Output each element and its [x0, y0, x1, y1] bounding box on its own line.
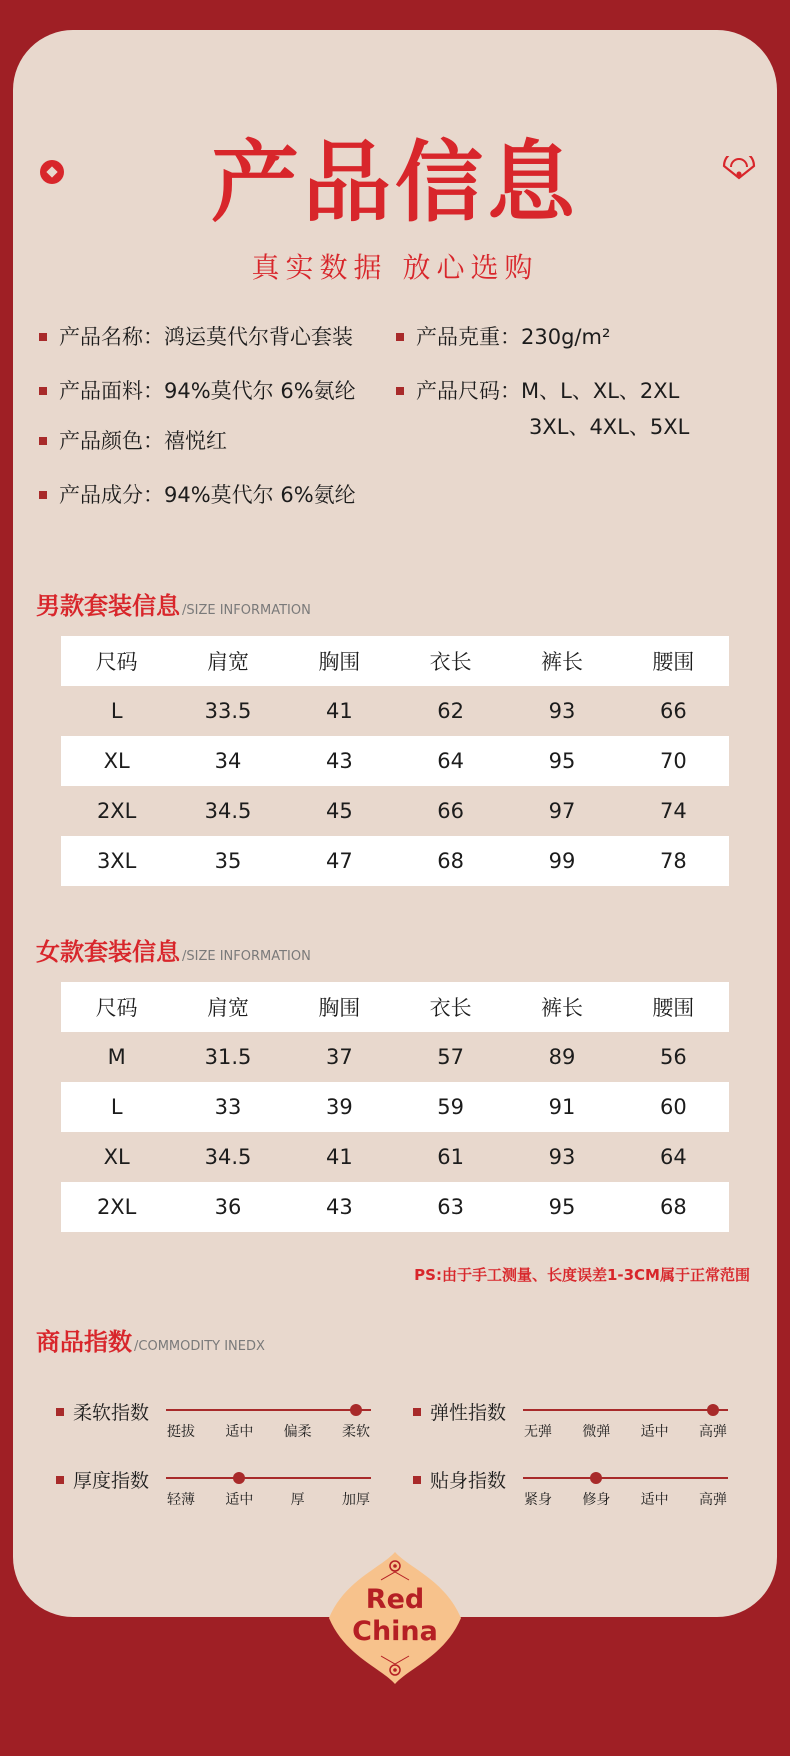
info-composition: 产品成分：94%莫代尔 6%氨纶 [59, 480, 356, 512]
index-label: 贴身指数 [430, 1470, 507, 1492]
index-section-title: 商品指数 /COMMODITY INEDX [36, 1328, 265, 1356]
info-color: 产品颜色：禧悦红 [59, 426, 227, 458]
table-row: 3XL 35 47 68 99 78 [61, 836, 729, 886]
index-option: 厚 [290, 1492, 305, 1508]
index-label: 柔软指数 [73, 1402, 150, 1424]
page-subtitle: 真实数据 放心选购 [251, 251, 539, 284]
index-label: 弹性指数 [430, 1402, 507, 1424]
index-scale-line [523, 1477, 728, 1479]
index-option: 适中 [640, 1424, 669, 1440]
index-option: 无弹 [524, 1424, 552, 1440]
badge-text-china: China [352, 1616, 438, 1647]
index-scale-line [523, 1409, 728, 1411]
info-weight: 产品克重：230g/m² [416, 322, 610, 354]
index-option: 适中 [640, 1492, 669, 1508]
index-option: 柔软 [342, 1424, 370, 1440]
index-option: 修身 [582, 1492, 611, 1508]
table-header-row: 尺码 肩宽 胸围 衣长 裤长 腰围 [61, 636, 729, 686]
badge-text-red: Red [365, 1584, 425, 1615]
index-option: 加厚 [342, 1492, 370, 1508]
table-row: L 33.5 41 62 93 66 [110, 699, 687, 723]
info-name: 产品名称：鸿运莫代尔背心套装 [59, 322, 353, 354]
index-marker [350, 1404, 362, 1416]
index-option: 偏柔 [283, 1424, 312, 1440]
men-section-title: 男款套装信息 /SIZE INFORMATION [36, 592, 311, 620]
women-size-table [61, 982, 729, 1232]
index-scale-line [166, 1477, 371, 1479]
table-row: 2XL 36 43 63 95 68 [61, 1182, 729, 1232]
index-bullet [413, 1476, 421, 1484]
index-option: 挺拔 [167, 1424, 195, 1440]
table-row: XL 34 43 64 95 70 [61, 736, 729, 786]
index-marker [707, 1404, 719, 1416]
table-row: 2XL 34.5 45 66 97 74 [96, 799, 687, 823]
index-option: 轻薄 [167, 1492, 195, 1508]
info-sizes-line2: 3XL、4XL、5XL [529, 415, 690, 439]
table-row: M 31.5 37 57 89 56 [107, 1045, 687, 1069]
index-bullet [413, 1408, 421, 1416]
index-bullet [56, 1408, 64, 1416]
table-row: L 33 39 59 91 60 [61, 1082, 729, 1132]
index-label: 厚度指数 [73, 1470, 150, 1492]
index-option: 高弹 [699, 1492, 727, 1508]
page-title: 产品信息 [210, 130, 579, 234]
index-option: 适中 [225, 1424, 254, 1440]
index-option: 微弹 [582, 1424, 611, 1440]
measurement-note: PS:由于手工测量、长度误差1-3CM属于正常范围 [414, 1266, 750, 1284]
index-scale-line [166, 1409, 371, 1411]
table-row: XL 34.5 41 61 93 64 [103, 1145, 687, 1169]
index-option: 紧身 [524, 1492, 552, 1508]
table-header-row: 尺码 肩宽 胸围 衣长 裤长 腰围 [61, 982, 729, 1032]
info-fabric: 产品面料：94%莫代尔 6%氨纶 [59, 376, 356, 408]
index-option: 适中 [225, 1492, 254, 1508]
index-bullet [56, 1476, 64, 1484]
index-option: 高弹 [699, 1424, 727, 1440]
info-sizes: 产品尺码：M、L、XL、2XL [416, 376, 679, 408]
women-section-title: 女款套装信息 /SIZE INFORMATION [36, 938, 311, 966]
men-size-table [61, 636, 729, 886]
